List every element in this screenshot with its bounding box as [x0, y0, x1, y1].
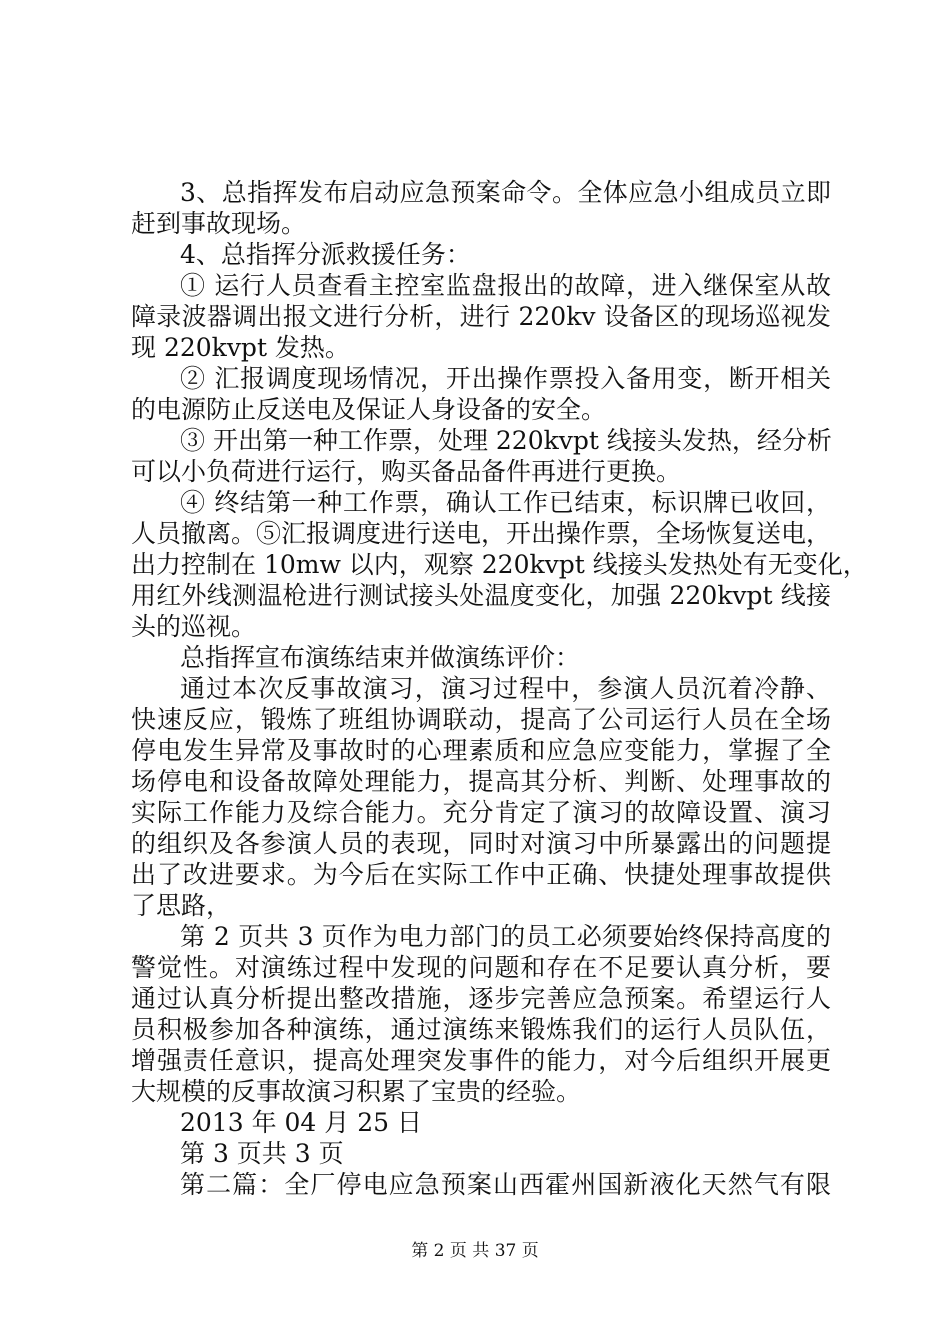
- text-line: 警觉性。对演练过程中发现的问题和存在不足要认真分析，要: [131, 953, 831, 982]
- text-line: 快速反应，锻炼了班组协调联动，提高了公司运行人员在全场: [131, 705, 831, 734]
- date-line: 2013 年 04 月 25 日: [180, 1108, 422, 1137]
- text-line: 实际工作能力及综合能力。充分肯定了演习的故障设置、演习: [131, 798, 831, 827]
- text-line: 人员撤离。⑤汇报调度进行送电，开出操作票，全场恢复送电，: [131, 519, 832, 548]
- text-line: 赶到事故现场。: [131, 209, 307, 238]
- text-line: 3、总指挥发布启动应急预案命令。全体应急小组成员立即: [180, 178, 831, 207]
- text-line: 停电发生异常及事故时的心理素质和应急应变能力，掌握了全: [131, 736, 831, 765]
- text-line: 通过本次反事故演习，演习过程中，参演人员沉着冷静、: [180, 674, 831, 703]
- text-line: 头的巡视。: [131, 612, 257, 641]
- text-line: 通过认真分析提出整改措施，逐步完善应急预案。希望运行人: [131, 984, 831, 1013]
- text-line: 出了改进要求。为今后在实际工作中正确、快捷处理事故提供: [131, 860, 831, 889]
- text-line: ③ 开出第一种工作票，处理 220kvpt 线接头发热，经分析: [180, 426, 832, 455]
- text-line: 用红外线测温枪进行测试接头处温度变化，加强 220kvpt 线接: [131, 581, 831, 610]
- text-line: 第 2 页共 3 页作为电力部门的员工必须要始终保持高度的: [180, 922, 831, 951]
- text-line: ② 汇报调度现场情况，开出操作票投入备用变，断开相关: [180, 364, 831, 393]
- text-line: 出力控制在 10mw 以内，观察 220kvpt 线接头发热处有无变化，: [131, 550, 868, 579]
- text-line: 总指挥宣布演练结束并做演练评价：: [180, 643, 581, 672]
- text-line: ① 运行人员查看主控室监盘报出的故障，进入继保室从故: [180, 271, 831, 300]
- page-marker-line: 第 3 页共 3 页: [180, 1139, 344, 1168]
- text-line: 的组织及各参演人员的表现，同时对演习中所暴露出的问题提: [131, 829, 831, 858]
- text-line: 增强责任意识，提高处理突发事件的能力，对今后组织开展更: [131, 1046, 831, 1075]
- text-line: 员积极参加各种演练，通过演练来锻炼我们的运行人员队伍，: [131, 1015, 831, 1044]
- text-line: ④ 终结第一种工作票，确认工作已结束，标识牌已收回，: [180, 488, 831, 517]
- text-line: 大规模的反事故演习积累了宝贵的经验。: [131, 1077, 582, 1106]
- text-line: 了思路，: [131, 891, 232, 920]
- text-line: 障录波器调出报文进行分析，进行 220kv 设备区的现场巡视发: [131, 302, 831, 331]
- text-line: 4、总指挥分派救援任务：: [180, 240, 471, 269]
- text-line: 现 220kvpt 发热。: [131, 333, 350, 362]
- text-line: 的电源防止反送电及保证人身设备的安全。: [131, 395, 607, 424]
- text-line: 第二篇：全厂停电应急预案山西霍州国新液化天然气有限: [180, 1170, 831, 1199]
- page-footer: 第 2 页 共 37 页: [411, 1241, 539, 1261]
- text-line: 可以小负荷进行运行，购买备品备件再进行更换。: [131, 457, 682, 486]
- text-line: 场停电和设备故障处理能力，提高其分析、判断、处理事故的: [131, 767, 831, 796]
